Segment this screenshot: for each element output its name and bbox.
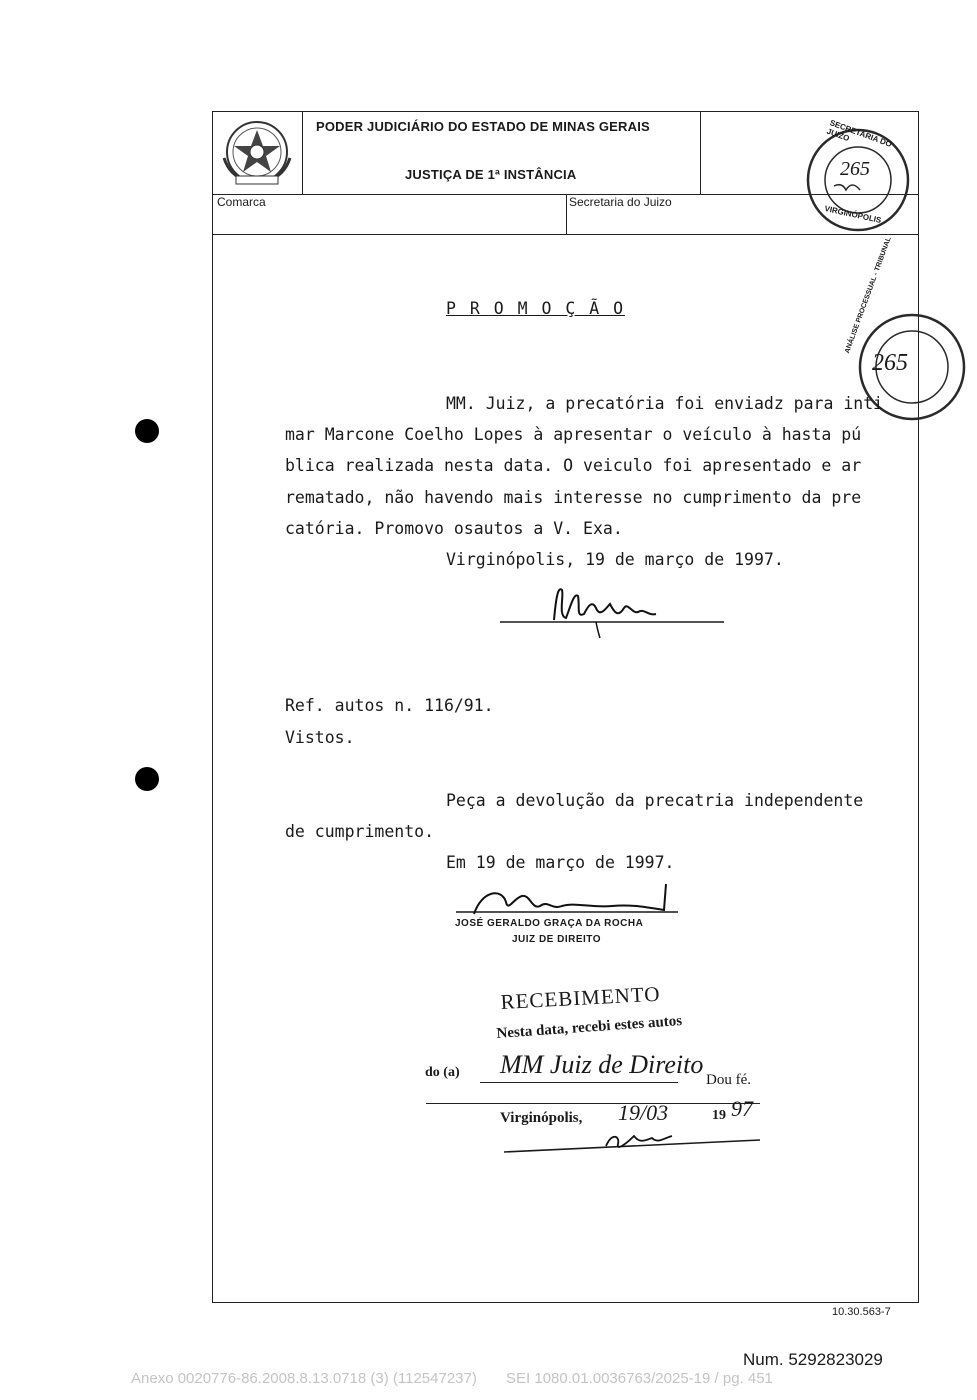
- recebimento-dou-fe: Dou fé.: [706, 1072, 751, 1088]
- clerk-signature: [496, 578, 728, 642]
- promocao-line-3: blica realizada nesta data. O veiculo foi apresentado e ar: [285, 456, 862, 475]
- despacho-line-2: de cumprimento.: [285, 822, 435, 841]
- promocao-line-2: mar Marcone Coelho Lopes à apresentar o veículo à hasta pú: [285, 425, 862, 444]
- secretaria-stamp-number: 265: [840, 158, 870, 180]
- comarca-label: Comarca: [217, 195, 266, 209]
- judge-title: JUIZ DE DIREITO: [512, 934, 601, 945]
- secretaria-label: Secretaria do Juizo: [569, 195, 672, 209]
- annex-footer: Anexo 0020776-86.2008.8.13.0718 (3) (112547237) SEI 1080.01.0036763/2025-19 / pg. 451: [131, 1370, 773, 1387]
- promocao-line-4: rematado, não havendo mais interesse no cumprimento da pre: [285, 488, 862, 507]
- header-title-divider: [700, 111, 701, 195]
- despacho-line-1: Peça a devolução da precatria independente: [446, 791, 864, 810]
- document-number: Num. 5292823029: [743, 1350, 883, 1369]
- recebimento-year-prefix: 19: [712, 1108, 726, 1123]
- recebimento-from-underline: [480, 1082, 678, 1083]
- despacho-date: Em 19 de março de 1997.: [446, 853, 675, 872]
- court-name: PODER JUDICIÁRIO DO ESTADO DE MINAS GERAIS: [316, 119, 650, 134]
- recebimento-year-suffix: 97: [731, 1096, 753, 1121]
- secretaria-stamp: [806, 118, 910, 232]
- recebimento-line-1: Nesta data, recebi estes autos: [496, 1013, 683, 1042]
- promocao-title: P R O M O Ç Ã O: [446, 299, 626, 318]
- analise-stamp-number: 265: [872, 350, 908, 376]
- recebimento-date-day-month: 19/03: [618, 1100, 669, 1125]
- punch-hole-bottom: [135, 767, 159, 791]
- recebimento-place: Virginópolis,: [500, 1110, 583, 1126]
- form-code: 10.30.563-7: [832, 1306, 891, 1318]
- header-emblem-divider: [302, 111, 303, 195]
- coat-of-arms-emblem: [218, 118, 296, 188]
- recebimento-signature: [500, 1122, 764, 1162]
- promocao-line-1: MM. Juiz, a precatória foi enviadz para inti: [446, 394, 884, 413]
- punch-hole-top: [135, 419, 159, 443]
- promocao-line-5: catória. Promovo osautos a V. Exa.: [285, 519, 623, 538]
- ref-line: Ref. autos n. 116/91.: [285, 696, 494, 715]
- promocao-date: Virginópolis, 19 de março de 1997.: [446, 550, 784, 569]
- recebimento-handwritten-from: MM Juiz de Direito: [500, 1050, 704, 1079]
- analise-stamp-ring-text: ANÁLISE PROCESSUAL - TRIBUNAL: [844, 236, 893, 355]
- header-comarca-divider: [566, 194, 567, 235]
- secretaria-stamp-city: VIRGINÓPOLIS: [823, 204, 883, 225]
- secretaria-stamp-ring-text: SECRETARIA DO JUIZO: [825, 118, 894, 149]
- recebimento-title: RECEBIMENTO: [500, 981, 661, 1014]
- vistos-line: Vistos.: [285, 728, 355, 747]
- judge-name: JOSÉ GERALDO GRAÇA DA ROCHA: [455, 918, 644, 929]
- recebimento-do-label: do (a): [425, 1065, 460, 1080]
- recebimento-separator: [426, 1103, 760, 1104]
- instance-name: JUSTIÇA DE 1ª INSTÂNCIA: [405, 167, 577, 182]
